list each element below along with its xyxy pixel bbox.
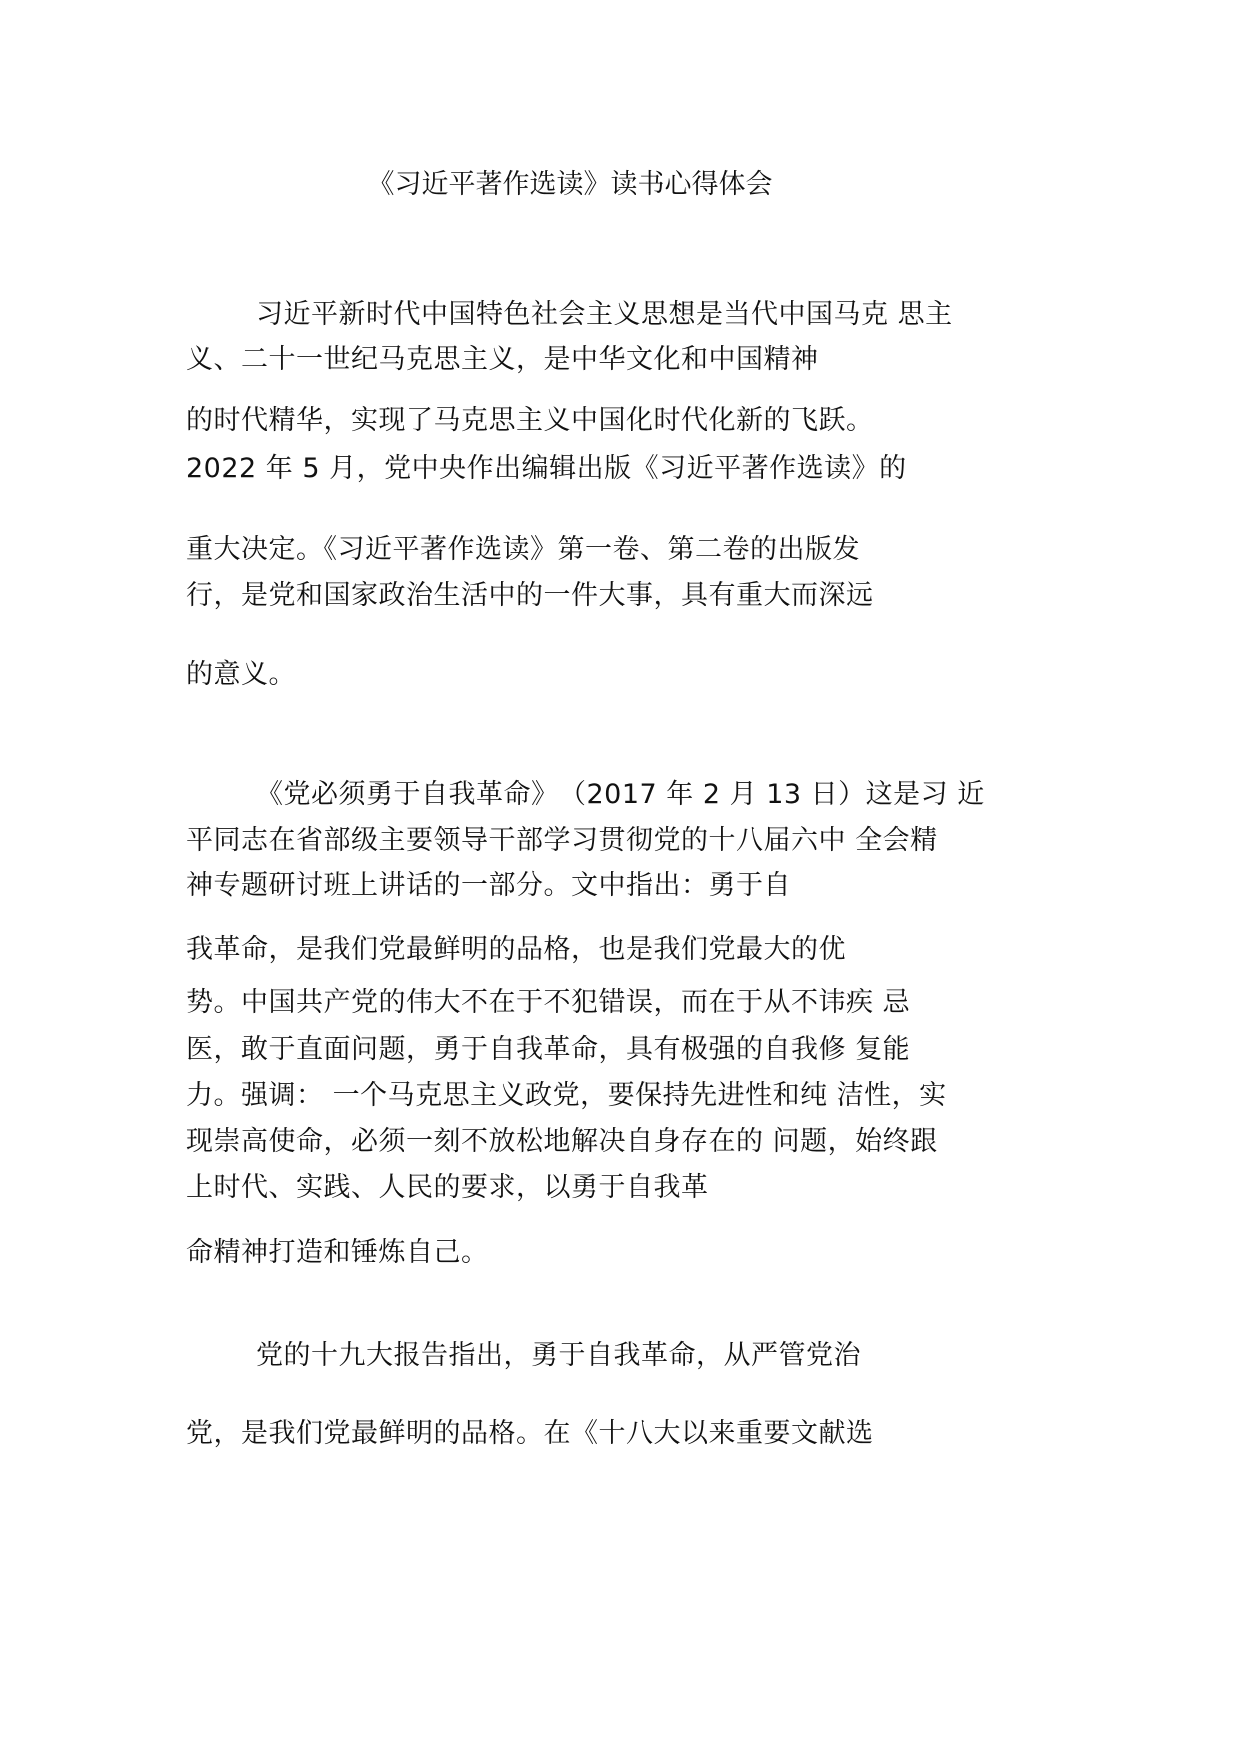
- paragraph-1-line-5: 重大决定。《习近平著作选读》第一卷、第二卷的出版发: [186, 534, 860, 565]
- paragraph-2-line-5: 势。中国共产党的伟大不在于不犯错误，而在于从不讳疾 忌: [186, 987, 911, 1018]
- document-title: 《习近平著作选读》读书心得体会: [367, 169, 773, 200]
- paragraph-3-line-2: 党，是我们党最鲜明的品格。在《十八大以来重要文献选: [186, 1418, 874, 1449]
- paragraph-2-line-7: 力。强调： 一个马克思主义政党，要保持先进性和纯 洁性，实: [186, 1080, 947, 1111]
- paragraph-2-line-2: 平同志在省部级主要领导干部学习贯彻党的十八届六中 全会精: [186, 825, 938, 856]
- paragraph-1-line-2: 义、二十一世纪马克思主义，是中华文化和中国精神: [186, 344, 819, 375]
- paragraph-1-line-3: 的时代精华，实现了马克思主义中国化时代化新的飞跃。: [186, 405, 874, 436]
- paragraph-3-line-1: 党的十九大报告指出，勇于自我革命，从严管党治: [256, 1340, 861, 1371]
- paragraph-1-line-6: 行，是党和国家政治生活中的一件大事，具有重大而深远: [186, 580, 874, 611]
- paragraph-1-line-4: 2022 年 5 月，党中央作出编辑出版《习近平著作选读》的: [186, 453, 907, 484]
- paragraph-2-line-10: 命精神打造和锤炼自己。: [186, 1237, 489, 1268]
- paragraph-2-line-9: 上时代、实践、人民的要求，以勇于自我革: [186, 1172, 709, 1203]
- paragraph-1-line-1: 习近平新时代中国特色社会主义思想是当代中国马克 思主: [256, 299, 953, 330]
- paragraph-2-line-6: 医，敢于直面问题，勇于自我革命，具有极强的自我修 复能: [186, 1034, 911, 1065]
- paragraph-2-line-4: 我革命，是我们党最鲜明的品格，也是我们党最大的优: [186, 934, 846, 965]
- paragraph-1-line-7: 的意义。: [186, 659, 296, 690]
- paragraph-2-line-1: 《党必须勇于自我革命》 （2017 年 2 月 13 日）这是习 近: [256, 779, 985, 810]
- paragraph-2-line-8: 现崇高使命，必须一刻不放松地解决自身存在的 问题，始终跟: [186, 1126, 938, 1157]
- paragraph-2-line-3: 神专题研讨班上讲话的一部分。文中指出：勇于自: [186, 870, 791, 901]
